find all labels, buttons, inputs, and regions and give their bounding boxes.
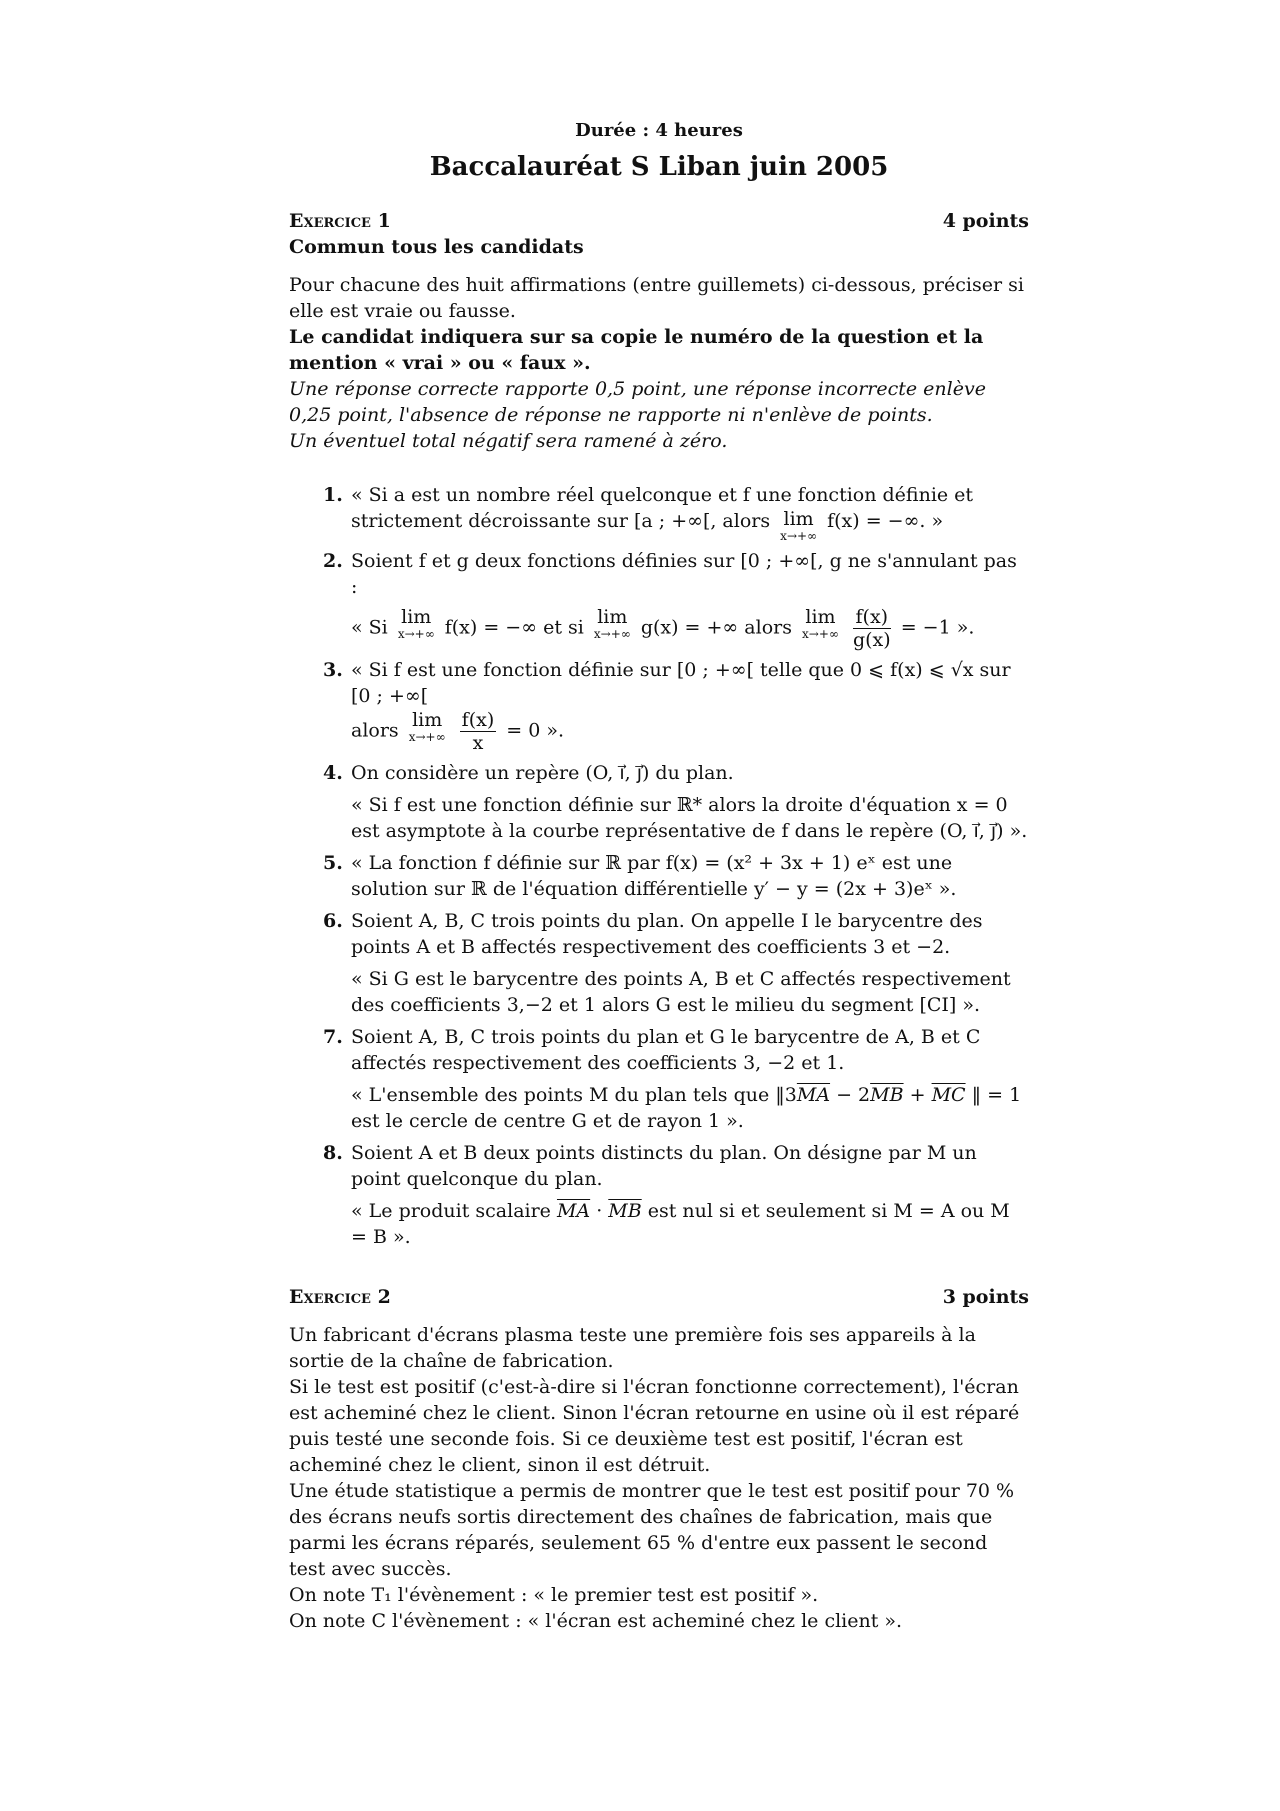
item-number: 6. [323, 910, 343, 932]
exercise2-label: Exercice 2 [289, 1286, 391, 1308]
exercise1-scoring: Une réponse correcte rapporte 0,5 point, une réponse incorrecte enlève 0,25 point, l'absence de réponse ne rapporte ni n'enlève de points. [289, 378, 986, 426]
vector-mb: $\overline{MB}$ [870, 1084, 904, 1106]
vector-ma: $\overline{MA}$ [556, 1200, 591, 1222]
item-number: 4. [323, 762, 343, 784]
item-text-quote: « Le produit scalaire $\overline{MA} \cdot \overline{MB}$ est nul si et seulement si M = A ou M = B ». [351, 1200, 1010, 1248]
item-number: 5. [323, 852, 343, 874]
list-item [289, 850, 1029, 902]
item-number: 7. [323, 1026, 343, 1048]
duration: Durée : 4 heures [575, 120, 743, 141]
vector-mb: $\overline{MB}$ [608, 1200, 642, 1222]
list-item [289, 1140, 1029, 1250]
item-text: Soient A et B deux points distincts du plan. On désigne par M un point quelconque du plan. [351, 1142, 977, 1190]
list-item [289, 908, 1029, 1018]
list-item [289, 657, 1029, 754]
item-text-quote: « Si G est le barycentre des points A, B et C affectés respectivement des coefficients 3,−2 et 1 alors G est le milieu du segment [CI] ». [351, 968, 1011, 1016]
item-formula: alors lim x→+∞ $\frac{f(x)}{x}$ = 0 ». [351, 709, 565, 754]
list-item [289, 548, 1029, 651]
item-text-end: f(x) = −∞. » [827, 510, 944, 532]
affirmation-list [289, 482, 1029, 1250]
exercise2-points: 3 points [942, 1286, 1029, 1308]
item-number: 8. [323, 1142, 343, 1164]
exercise2-body [289, 1322, 1029, 1634]
item-formula: « Si lim x→+∞ f(x) = −∞ et si lim x→+∞ g(x) = +∞ alors lim x→+∞ $\frac{f(x)}{g(x)}$ = −1 ». [351, 606, 975, 651]
fraction: $\frac{f(x)}{g(x)}$ [852, 606, 891, 651]
item-text: « Si f est une fonction définie sur [0 ; +∞[ telle que 0 ⩽ f(x) ⩽ √x sur [0 ; +∞[ [351, 659, 1011, 707]
item-text: Soient f et g deux fonctions définies sur [0 ; +∞[, g ne s'annulant pas : [351, 550, 1017, 598]
exercise2-paragraph: Un fabricant d'écrans plasma teste une première fois ses appareils à la sortie de la chaîne de fabrication. [289, 1324, 976, 1372]
item-text: « Si a est un nombre réel quelconque et f une fonction définie et strictement décroissante sur [a ; +∞[, alors [351, 484, 974, 532]
limit-operator: lim x→+∞ [780, 508, 818, 543]
item-text: « La fonction f définie sur ℝ par f(x) = (x² + 3x + 1) eˣ est une solution sur ℝ de l'équation différentielle y′ − y = (2x + 3)eˣ ». [351, 852, 957, 900]
exercise1-scoring-note: Un éventuel total négatif sera ramené à zéro. [289, 430, 728, 452]
exercise2-header [289, 1284, 1029, 1310]
vector-mc: $\overline{MC}$ [931, 1084, 966, 1106]
item-number: 3. [323, 659, 343, 681]
list-item [289, 1024, 1029, 1134]
exercise2-paragraph: Une étude statistique a permis de montrer que le test est positif pour 70 % des écrans neufs sortis directement des chaînes de fabrication, mais que parmi les écrans réparés, seulement 65 % d'entre eux passent le second test avec succès. [289, 1480, 1015, 1580]
list-item [289, 482, 1029, 542]
item-number: 1. [323, 484, 343, 506]
list-item [289, 760, 1029, 844]
item-text: Soient A, B, C trois points du plan. On appelle I le barycentre des points A et B affectés respectivement des coefficients 3 et −2. [351, 910, 983, 958]
exercise1-header [289, 208, 1029, 234]
item-text: On considère un repère (O, i⃗, j⃗) du plan. [351, 762, 734, 784]
item-text: Soient A, B, C trois points du plan et G le barycentre de A, B et C affectés respectivement des coefficients 3, −2 et 1. [351, 1026, 981, 1074]
exercise2-paragraph: On note T₁ l'évènement : « le premier test est positif ». [289, 1584, 819, 1606]
exercise1-label: Exercice 1 [289, 210, 391, 232]
item-number: 2. [323, 550, 343, 572]
item-text-quote: « L'ensemble des points M du plan tels que $‖3\overline{MA} - 2\overline{MB} + \overline{MC}$ ‖ = 1 est le cercle de centre G et de rayon 1 ». [351, 1084, 1022, 1132]
exercise1-instruction: Le candidat indiquera sur sa copie le numéro de la question et la mention « vrai » ou « faux ». [289, 326, 984, 374]
item-text-quote: « Si f est une fonction définie sur ℝ* alors la droite d'équation x = 0 est asymptote à la courbe représentative de f dans le repère (O, i⃗, j⃗) ». [351, 794, 1028, 842]
exercise2-paragraph: On note C l'évènement : « l'écran est acheminé chez le client ». [289, 1610, 903, 1632]
page-title: Baccalauréat S Liban juin 2005 [429, 152, 889, 182]
exercise2-paragraph: Si le test est positif (c'est-à-dire si l'écran fonctionne correctement), l'écran est acheminé chez le client. Sinon l'écran retourne en usine où il est réparé puis testé une seconde fois. Si ce deuxième test est positif, l'écran est acheminé chez le client, sinon il est détruit. [289, 1376, 1020, 1476]
fraction: $\frac{f(x)}{x}$ [461, 709, 495, 754]
exercise1-intro: Pour chacune des huit affirmations (entre guillemets) ci-dessous, préciser si elle est vraie ou fausse. [289, 274, 1024, 322]
exercise1-points: 4 points [942, 210, 1029, 232]
vector-ma: $\overline{MA}$ [796, 1084, 831, 1106]
document-page [289, 118, 1029, 1634]
exercise1-audience: Commun tous les candidats [289, 236, 584, 258]
